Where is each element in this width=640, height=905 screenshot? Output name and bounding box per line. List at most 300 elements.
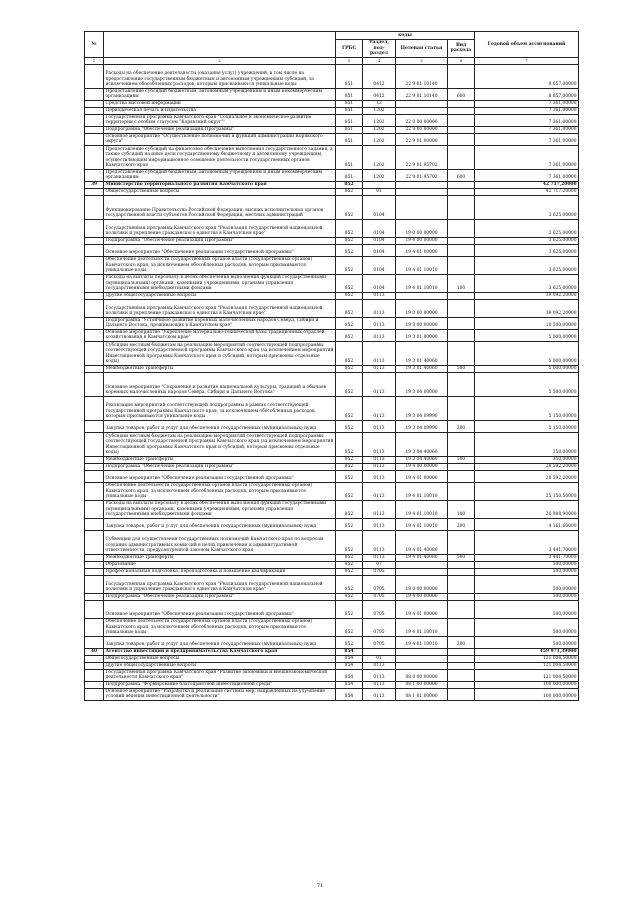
column-number: 6 bbox=[448, 57, 475, 64]
column-number: 1 bbox=[85, 57, 104, 64]
row-section-code: 1202 bbox=[363, 145, 396, 169]
row-grbs-code: 852 bbox=[336, 237, 363, 244]
row-target-article: 22 9 00 00000 bbox=[396, 126, 448, 133]
row-expense-type: 600 bbox=[448, 88, 475, 100]
row-expense-type bbox=[448, 593, 475, 600]
row-target-article: 19 4 01 00000 bbox=[396, 470, 448, 482]
row-target-article: 08 1 01 00000 bbox=[396, 688, 448, 700]
header-csr: Целевая статья bbox=[396, 40, 448, 58]
row-expense-type bbox=[448, 107, 475, 114]
row-section-code: 12 bbox=[363, 100, 396, 107]
row-grbs-code: 852 bbox=[336, 568, 363, 575]
table-body bbox=[85, 64, 579, 700]
row-expense-type bbox=[448, 600, 475, 618]
row-section-code: 0113 bbox=[363, 372, 396, 396]
table-row bbox=[85, 568, 579, 575]
budget-table bbox=[84, 31, 579, 701]
table-row bbox=[85, 145, 579, 169]
row-target-article bbox=[396, 568, 448, 575]
row-name: Обеспечение деятельности государственных органов власти (государственных органов) Камчатского края, за исключением обособленных расходов, которым присваиваются уникальные коды bbox=[104, 482, 336, 500]
table-row bbox=[85, 518, 579, 530]
table-row bbox=[85, 681, 579, 688]
row-grbs-code: 852 bbox=[336, 188, 363, 195]
row-section-code: 0113 bbox=[363, 365, 396, 372]
row-expense-type bbox=[448, 688, 475, 700]
row-name: Расходы на выплаты персоналу в целях обеспечения выполнения функций государственными (муниципальными) органами, казенными учреждениями, органами управления государственными внебюджетными фондами bbox=[104, 274, 336, 292]
row-amount: 7 361,00000 bbox=[475, 100, 579, 107]
row-number bbox=[85, 299, 104, 317]
table-row bbox=[85, 648, 579, 655]
row-amount: 500,00000 bbox=[475, 575, 579, 593]
table-row bbox=[85, 114, 579, 126]
row-section-code: 0113 bbox=[363, 482, 396, 500]
row-amount: 100 000,00000 bbox=[475, 681, 579, 688]
row-number bbox=[85, 237, 104, 244]
row-target-article: 19 4 01 10010 bbox=[396, 256, 448, 274]
row-number bbox=[85, 575, 104, 593]
row-name: Средства массовой информации bbox=[104, 100, 336, 107]
row-grbs-code: 852 bbox=[336, 618, 363, 636]
row-section-code: 0705 bbox=[363, 600, 396, 618]
row-number bbox=[85, 256, 104, 274]
header-name bbox=[104, 32, 336, 58]
row-amount: 42 717,20000 bbox=[475, 181, 579, 188]
row-grbs-code: 852 bbox=[336, 482, 363, 500]
row-expense-type bbox=[448, 195, 475, 219]
table-row bbox=[85, 396, 579, 420]
row-name: Подпрограмма "Обеспечение реализации Программы" bbox=[104, 593, 336, 600]
table-row bbox=[85, 636, 579, 648]
row-target-article: 19 4 00 00000 bbox=[396, 237, 448, 244]
row-expense-type bbox=[448, 432, 475, 456]
row-name: Общегосударственные вопросы bbox=[104, 655, 336, 662]
row-section-code: 0705 bbox=[363, 575, 396, 593]
row-amount: 350,00000 bbox=[475, 432, 579, 456]
row-grbs-code: 851 bbox=[336, 114, 363, 126]
row-grbs-code: 852 bbox=[336, 463, 363, 470]
row-section-code: 1202 bbox=[363, 114, 396, 126]
row-target-article: 22 9 01 95702 bbox=[396, 145, 448, 169]
row-number bbox=[85, 329, 104, 341]
row-target-article bbox=[396, 100, 448, 107]
row-name: Подпрограмма "Обеспечение реализации Программы" bbox=[104, 237, 336, 244]
table-row bbox=[85, 554, 579, 561]
row-target-article: 19 4 01 10010 bbox=[396, 518, 448, 530]
row-number bbox=[85, 600, 104, 618]
row-amount: 500,00000 bbox=[475, 618, 579, 636]
table-row bbox=[85, 655, 579, 662]
row-target-article: 19 3 01 40060 bbox=[396, 365, 448, 372]
row-target-article: 22 9 01 10140 bbox=[396, 64, 448, 88]
row-expense-type: 200 bbox=[448, 420, 475, 432]
row-grbs-code: 851 bbox=[336, 126, 363, 133]
row-expense-type bbox=[448, 126, 475, 133]
row-number: 39 bbox=[85, 181, 104, 188]
row-grbs-code: 852 bbox=[336, 470, 363, 482]
row-amount: 8 657,00000 bbox=[475, 88, 579, 100]
row-section-code: 0705 bbox=[363, 593, 396, 600]
row-expense-type bbox=[448, 530, 475, 554]
row-target-article: 22 0 00 00000 bbox=[396, 114, 448, 126]
row-name: Другие общегосударственные вопросы bbox=[104, 292, 336, 299]
row-grbs-code: 852 bbox=[336, 432, 363, 456]
table-row bbox=[85, 420, 579, 432]
row-amount: 500,00000 bbox=[475, 593, 579, 600]
row-name: Предоставление субсидий на финансовое обеспечение выполнения государственного задания, а также субсидий на иные цели государственному бюджетному и автономному учреждениям, осуществляющим информационное освещение деятельности государственных органов Камчатского края bbox=[104, 145, 336, 169]
row-name: Предоставление субсидий бюджетным, автономным учреждениям и иным некоммерческим организациям bbox=[104, 88, 336, 100]
row-number bbox=[85, 107, 104, 114]
row-target-article: 19 4 01 10010 bbox=[396, 274, 448, 292]
row-expense-type bbox=[448, 100, 475, 107]
header-vr: Вид расхода bbox=[448, 40, 475, 58]
row-amount: 7 361,00000 bbox=[475, 133, 579, 145]
row-target-article: 19 4 01 00000 bbox=[396, 600, 448, 618]
table-row bbox=[85, 500, 579, 518]
row-section-code: 0412 bbox=[363, 88, 396, 100]
row-section-code: 1202 bbox=[363, 107, 396, 114]
row-number bbox=[85, 372, 104, 396]
row-number bbox=[85, 365, 104, 372]
row-target-article: 22 9 01 10140 bbox=[396, 88, 448, 100]
row-section-code: 0113 bbox=[363, 329, 396, 341]
table-row bbox=[85, 100, 579, 107]
row-name: Обеспечение деятельности государственных органов власти (государственных органов) Камчатского края, за исключением обособленных расходов, которым присваиваются уникальные коды bbox=[104, 256, 336, 274]
row-target-article bbox=[396, 648, 448, 655]
row-amount: 7 361,00000 bbox=[475, 145, 579, 169]
row-grbs-code: 854 bbox=[336, 648, 363, 655]
row-section-code: 0113 bbox=[363, 396, 396, 420]
row-target-article: 19 4 01 10010 bbox=[396, 618, 448, 636]
table-row bbox=[85, 219, 579, 237]
row-section-code: 0104 bbox=[363, 237, 396, 244]
row-expense-type bbox=[448, 396, 475, 420]
column-number-row bbox=[85, 57, 579, 64]
row-section-code: 0113 bbox=[363, 681, 396, 688]
row-name: Государственная программа Камчатского края "Реализация государственной национальной политики и укрепление гражданского единства в Камчатском крае" bbox=[104, 219, 336, 237]
row-section-code: 0705 bbox=[363, 618, 396, 636]
table-row bbox=[85, 341, 579, 365]
row-expense-type bbox=[448, 568, 475, 575]
row-name: Общегосударственные вопросы bbox=[104, 188, 336, 195]
row-name: Основное мероприятие "Осуществление полномочий и функций администрации Корякского округа" bbox=[104, 133, 336, 145]
row-target-article: 22 9 01 95702 bbox=[396, 169, 448, 181]
row-number bbox=[85, 396, 104, 420]
row-amount: 500,00000 bbox=[475, 636, 579, 648]
row-section-code: 0113 bbox=[363, 456, 396, 463]
row-section-code: 0104 bbox=[363, 256, 396, 274]
row-name: Основное мероприятие "Обеспечение реализации государственной программы" bbox=[104, 470, 336, 482]
row-section-code: 0113 bbox=[363, 530, 396, 554]
row-number bbox=[85, 195, 104, 219]
row-grbs-code: 852 bbox=[336, 561, 363, 568]
table-row bbox=[85, 365, 579, 372]
table-row bbox=[85, 432, 579, 456]
row-grbs-code: 852 bbox=[336, 554, 363, 561]
row-expense-type bbox=[448, 219, 475, 237]
row-name: Субсидии местным бюджетам на реализацию мероприятий соответствующей подпрограммы соответствующей государственной программы Камчатского края (за исключением мероприятий Инвестиционной программы Камчатского края и субсидий, которым присвоены отдельные коды) bbox=[104, 432, 336, 456]
row-number bbox=[85, 274, 104, 292]
row-expense-type: 100 bbox=[448, 274, 475, 292]
row-grbs-code: 852 bbox=[336, 244, 363, 256]
row-amount: 3 625,00000 bbox=[475, 256, 579, 274]
row-grbs-code: 852 bbox=[336, 530, 363, 554]
row-target-article: 08 1 00 00000 bbox=[396, 681, 448, 688]
row-name: Основное мероприятие "Укрепление материально-технической базы традиционных отраслей хозяйствования в Камчатском крае" bbox=[104, 329, 336, 341]
table-row bbox=[85, 372, 579, 396]
column-number: 5 bbox=[396, 57, 448, 64]
row-number bbox=[85, 655, 104, 662]
row-number bbox=[85, 219, 104, 237]
row-number bbox=[85, 456, 104, 463]
row-target-article bbox=[396, 561, 448, 568]
page-number: 71 bbox=[316, 883, 324, 889]
row-name: Подпрограмма "Обеспечение реализации Программы" bbox=[104, 463, 336, 470]
row-section-code: 0113 bbox=[363, 470, 396, 482]
row-target-article: 19 0 00 00000 bbox=[396, 299, 448, 317]
row-number bbox=[85, 470, 104, 482]
row-target-article bbox=[396, 107, 448, 114]
row-grbs-code: 851 bbox=[336, 169, 363, 181]
row-grbs-code: 852 bbox=[336, 575, 363, 593]
row-name: Межбюджетные трансферты bbox=[104, 365, 336, 372]
row-target-article: 19 4 01 40080 bbox=[396, 554, 448, 561]
row-target-article: 19 4 01 40080 bbox=[396, 530, 448, 554]
row-amount: 5 000,00000 bbox=[475, 341, 579, 365]
row-number bbox=[85, 126, 104, 133]
row-name: Государственная программа Камчатского края "Социальное и экономическое развитие территории с особым статусом "Корякский округ"" bbox=[104, 114, 336, 126]
row-grbs-code: 852 bbox=[336, 181, 363, 188]
row-amount: 121 004,50000 bbox=[475, 662, 579, 669]
row-grbs-code: 851 bbox=[336, 100, 363, 107]
row-name: Агентство инвестиций и предпринимательства Камчатского края bbox=[104, 648, 336, 655]
row-target-article: 19 3 04 09990 bbox=[396, 420, 448, 432]
row-number bbox=[85, 688, 104, 700]
row-section-code: 0113 bbox=[363, 317, 396, 329]
row-target-article: 19 0 00 00000 bbox=[396, 575, 448, 593]
row-section-code: 1202 bbox=[363, 126, 396, 133]
row-target-article: 19 3 04 40060 bbox=[396, 432, 448, 456]
row-grbs-code: 854 bbox=[336, 688, 363, 700]
row-target-article: 19 4 01 00000 bbox=[396, 244, 448, 256]
row-name: Расходы на обеспечение деятельности (оказание услуг) учреждений, в том числе на предоставление государственным бюджетным и автономным учреждениям субсидий, за исключением обособленных расходов, которым присваиваются уникальные коды bbox=[104, 64, 336, 88]
row-number bbox=[85, 292, 104, 299]
table-row bbox=[85, 456, 579, 463]
row-grbs-code: 852 bbox=[336, 372, 363, 396]
row-expense-type bbox=[448, 372, 475, 396]
row-number bbox=[85, 64, 104, 88]
row-name: Расходы на выплаты персоналу в целях обеспечения выполнения функций государственными (муниципальными) органами, казенными учреждениями, органами управления государственными внебюджетными фондами bbox=[104, 500, 336, 518]
row-amount: 5 500,00000 bbox=[475, 372, 579, 396]
row-expense-type: 200 bbox=[448, 518, 475, 530]
row-target-article: 19 0 00 00000 bbox=[396, 219, 448, 237]
row-amount: 28 592,20000 bbox=[475, 463, 579, 470]
row-name: Предоставление субсидий бюджетным, автономным учреждениям и иным некоммерческим организациям bbox=[104, 169, 336, 181]
row-amount: 4 161,60000 bbox=[475, 518, 579, 530]
row-target-article bbox=[396, 195, 448, 219]
table-row bbox=[85, 188, 579, 195]
row-section-code: 0113 bbox=[363, 432, 396, 456]
row-grbs-code: 852 bbox=[336, 396, 363, 420]
row-grbs-code: 852 bbox=[336, 219, 363, 237]
row-grbs-code: 854 bbox=[336, 662, 363, 669]
table-row bbox=[85, 662, 579, 669]
table-row bbox=[85, 463, 579, 470]
row-section-code: 07 bbox=[363, 561, 396, 568]
row-amount: 5 150,00000 bbox=[475, 420, 579, 432]
row-target-article bbox=[396, 181, 448, 188]
row-name: Основное мероприятие "Обеспечение реализации государственной программы" bbox=[104, 244, 336, 256]
row-grbs-code: 854 bbox=[336, 681, 363, 688]
table-row bbox=[85, 317, 579, 329]
row-name: Подпрограмма "Устойчивое развитие коренных малочисленных народов Севера, Сибири и Дальнего Востока, проживающих в Камчатском крае" bbox=[104, 317, 336, 329]
row-name: Государственная программа Камчатского края "Развитие экономики и внешнеэкономической деятельности Камчатского края" bbox=[104, 669, 336, 681]
row-target-article: 19 4 00 00000 bbox=[396, 463, 448, 470]
row-amount: 10 500,00000 bbox=[475, 317, 579, 329]
row-name: Министерство территориального развития Камчатского края bbox=[104, 181, 336, 188]
row-expense-type bbox=[448, 575, 475, 593]
row-expense-type bbox=[448, 482, 475, 500]
table-row bbox=[85, 688, 579, 700]
table-row bbox=[85, 329, 579, 341]
row-target-article: 19 3 04 40060 bbox=[396, 456, 448, 463]
row-section-code: 0113 bbox=[363, 341, 396, 365]
row-amount: 5 150,00000 bbox=[475, 396, 579, 420]
row-name: Основное мероприятие "Обеспечение реализации государственной программы" bbox=[104, 600, 336, 618]
table-row bbox=[85, 237, 579, 244]
row-grbs-code: 854 bbox=[336, 669, 363, 681]
table-row bbox=[85, 244, 579, 256]
table-row bbox=[85, 561, 579, 568]
table-row bbox=[85, 530, 579, 554]
table-row bbox=[85, 64, 579, 88]
column-number: 7 bbox=[475, 57, 579, 64]
row-section-code: 1202 bbox=[363, 133, 396, 145]
row-expense-type bbox=[448, 648, 475, 655]
row-expense-type bbox=[448, 292, 475, 299]
row-number bbox=[85, 244, 104, 256]
row-number bbox=[85, 463, 104, 470]
row-expense-type bbox=[448, 561, 475, 568]
row-number bbox=[85, 100, 104, 107]
row-grbs-code: 851 bbox=[336, 133, 363, 145]
row-amount: 8 657,00000 bbox=[475, 64, 579, 88]
row-expense-type bbox=[448, 244, 475, 256]
row-section-code: 0104 bbox=[363, 274, 396, 292]
row-target-article: 19 4 01 10010 bbox=[396, 500, 448, 518]
row-expense-type bbox=[448, 317, 475, 329]
row-target-article bbox=[396, 292, 448, 299]
row-amount: 3 625,00000 bbox=[475, 244, 579, 256]
header-codes: коды bbox=[336, 32, 475, 40]
column-number: 3 bbox=[336, 57, 363, 64]
row-expense-type bbox=[448, 133, 475, 145]
row-amount: 350,00000 bbox=[475, 456, 579, 463]
table-row bbox=[85, 470, 579, 482]
table-header bbox=[85, 32, 579, 65]
row-grbs-code: 852 bbox=[336, 341, 363, 365]
header-grbs: ГРБС bbox=[336, 40, 363, 58]
row-section-code: 01 bbox=[363, 188, 396, 195]
row-number bbox=[85, 681, 104, 688]
row-name: Закупка товаров, работ и услуг для обеспечения государственных (муниципальных) нужд bbox=[104, 420, 336, 432]
header-razdel: Раздел, под-раздел bbox=[363, 40, 396, 58]
row-grbs-code: 852 bbox=[336, 274, 363, 292]
row-name: Основное мероприятие "Сохранение и развитие национальной культуры, традиций и обычаев коренных малочисленных народов Севера, Сибири и Дальнего Востока" bbox=[104, 372, 336, 396]
row-number bbox=[85, 169, 104, 181]
row-expense-type: 600 bbox=[448, 169, 475, 181]
row-grbs-code: 851 bbox=[336, 64, 363, 88]
row-number bbox=[85, 420, 104, 432]
row-section-code: 0113 bbox=[363, 299, 396, 317]
row-target-article: 19 3 01 00000 bbox=[396, 329, 448, 341]
row-amount: 7 361,00000 bbox=[475, 169, 579, 181]
row-target-article: 22 9 01 00000 bbox=[396, 133, 448, 145]
row-name: Подпрограмма "Формирование благоприятной инвестиционной среды" bbox=[104, 681, 336, 688]
row-section-code: 0113 bbox=[363, 554, 396, 561]
row-name: Субсидии местным бюджетам на реализацию мероприятий соответствующей подпрограммы соответствующей государственной программы Камчатского края (за исключением мероприятий Инвестиционной программы Камчатского края и субсидий, которым присвоены отдельные коды) bbox=[104, 341, 336, 365]
table-row bbox=[85, 181, 579, 188]
row-section-code: 0104 bbox=[363, 244, 396, 256]
row-target-article: 19 4 01 10010 bbox=[396, 482, 448, 500]
row-name: Основное мероприятие "Разработка и реализация системы мер, направленных на улучшение условий ведения инвестиционной деятельности" bbox=[104, 688, 336, 700]
row-name: Закупка товаров, работ и услуг для обеспечения государственных (муниципальных) нужд bbox=[104, 636, 336, 648]
header-number: № bbox=[85, 32, 104, 58]
row-amount: 3 625,00000 bbox=[475, 274, 579, 292]
row-section-code: 0113 bbox=[363, 420, 396, 432]
row-number bbox=[85, 500, 104, 518]
row-target-article bbox=[396, 655, 448, 662]
table-row bbox=[85, 195, 579, 219]
row-expense-type: 500 bbox=[448, 456, 475, 463]
row-expense-type bbox=[448, 662, 475, 669]
row-grbs-code: 852 bbox=[336, 456, 363, 463]
table-row bbox=[85, 133, 579, 145]
row-amount: 7 361,00000 bbox=[475, 107, 579, 114]
row-number bbox=[85, 188, 104, 195]
row-name: Государственная программа Камчатского края "Реализация государственной национальной политики и укрепление гражданского единства в Камчатском крае" bbox=[104, 299, 336, 317]
row-name: Подпрограмма "Обеспечение реализации Программы" bbox=[104, 126, 336, 133]
row-name: Государственная программа Камчатского края "Реализация государственной национальной политики и укрепление гражданского единства в Камчатском крае" bbox=[104, 575, 336, 593]
row-grbs-code: 852 bbox=[336, 292, 363, 299]
row-grbs-code: 851 bbox=[336, 107, 363, 114]
row-section-code bbox=[363, 181, 396, 188]
row-amount: 39 092,20000 bbox=[475, 292, 579, 299]
row-expense-type bbox=[448, 256, 475, 274]
row-amount: 3 625,00000 bbox=[475, 219, 579, 237]
table-row bbox=[85, 88, 579, 100]
row-expense-type bbox=[448, 64, 475, 88]
row-section-code: 0113 bbox=[363, 500, 396, 518]
row-number bbox=[85, 636, 104, 648]
row-expense-type bbox=[448, 669, 475, 681]
row-amount: 500,00000 bbox=[475, 561, 579, 568]
row-name: Субвенции для осуществления государственных полномочий Камчатского края по вопросам создания административных комиссий в целях привлечения к административной ответственности, предусмотренной законом Камчатского края bbox=[104, 530, 336, 554]
row-grbs-code: 852 bbox=[336, 317, 363, 329]
row-amount: 500,00000 bbox=[475, 600, 579, 618]
row-expense-type bbox=[448, 470, 475, 482]
row-number bbox=[85, 669, 104, 681]
row-section-code: 0113 bbox=[363, 688, 396, 700]
row-number bbox=[85, 518, 104, 530]
row-section-code: 0104 bbox=[363, 219, 396, 237]
row-name: Другие общегосударственные вопросы bbox=[104, 662, 336, 669]
row-amount: 25 150,50000 bbox=[475, 482, 579, 500]
row-number bbox=[85, 432, 104, 456]
row-grbs-code: 852 bbox=[336, 593, 363, 600]
row-section-code: 0104 bbox=[363, 195, 396, 219]
row-number bbox=[85, 561, 104, 568]
row-number bbox=[85, 593, 104, 600]
